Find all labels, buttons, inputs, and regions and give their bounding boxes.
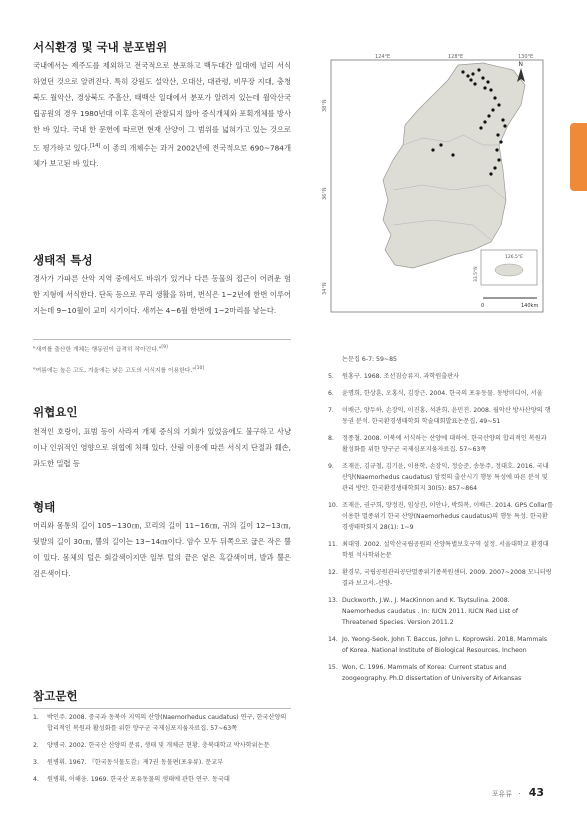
- reference-continuation: 논문집 6-7: 59~85: [342, 356, 397, 363]
- ecology-note-1-ref: [9]: [161, 345, 168, 350]
- reference-number: 12.: [328, 569, 338, 576]
- distribution-dot: [487, 114, 490, 117]
- reference-text: 조재운, 김규철, 김기윤, 이용학, 손장익, 정승준, 송동주, 정대호. 2016. 국내 산양(Naemorhedus caudatus) 암컷의 출산시기 행동 특성에 따른 분석 및 관리 방안. 한국환경생태학회지 30(5): 857~864: [342, 463, 549, 492]
- distribution-dot: [493, 166, 496, 169]
- north-label: N: [518, 61, 523, 68]
- reference-text: 박인주. 2008. 중국과 동북아 지역의 산양(Naemorhedus caudatus) 연구, 한국산양의 합리적인 복원과 활성화를 위한 양구군 국제심포지움자료집. 57~63쪽: [47, 714, 287, 732]
- distribution-dot: [486, 80, 489, 83]
- reference-text: 원병휘. 1967. 『한국동식물도감』제7권 동물편(포유류). 문교부: [47, 759, 224, 766]
- distribution-dot: [483, 86, 486, 89]
- distribution-dot: [489, 88, 492, 91]
- reference-text: 윤명희, 한상훈, 오홍식, 김장근. 2004. 한국의 포유동물. 동방미디어, 서울: [342, 390, 543, 397]
- distribution-dot: [499, 140, 502, 143]
- distribution-dot: [495, 148, 498, 151]
- reference-text: Won, C. 1996. Mammals of Korea: Current status and zoogeography. Ph.D dissertation of University of Arkansas: [342, 664, 522, 682]
- reference-number: 7.: [328, 407, 334, 414]
- distribution-dot: [473, 82, 476, 85]
- ecology-notes: [33, 341, 291, 378]
- reference-number: 2.: [33, 742, 39, 749]
- reference-text: Duckworth, J.W., J. MacKinnon and K. Tsytsulina. 2008. Naemorhedus caudatus . In: IUCN 2011. IUCN Red List of Threatened Species. Version 2011.2: [342, 597, 519, 626]
- distribution-dot: [501, 118, 504, 121]
- reference-number: 10.: [328, 502, 338, 509]
- reference-item: [33, 774, 291, 785]
- section-tab: [570, 123, 587, 191]
- distribution-dot: [489, 172, 492, 175]
- distribution-dot: [477, 68, 480, 71]
- distribution-dot: [497, 158, 500, 161]
- habitat-body: 국내에서는 제주도를 제외하고 전국적으로 분포하고 백두대간 일대에 널리 서식하였던 것으로 알려진다. 특히 강원도 설악산, 오대산, 대관령, 비무장 지대, 충청북도 월악산, 경상북도 주흘산, 태백산 일대에서 분포가 알려져 있는데 월악산국립공원의 경우 1980년대 이후 흔적이 관찰되지 않아 증식개체와 포획개체를 방사한 바 있다. 국내 한 문헌에 따르면 현재 산양이 그 범위를 넓혀가고 있는 것으로 도 평가하고 있다.: [33, 61, 291, 153]
- reference-item: [328, 405, 553, 427]
- page-number: 43: [528, 786, 544, 799]
- reference-number: 15.: [328, 664, 338, 671]
- footer-section: 포유류: [491, 790, 512, 798]
- ecology-note-2-ref: [10]: [194, 365, 205, 371]
- threats-text: 천적인 호랑이, 표범 등이 사라져 개체 증식의 기회가 있었음에도 불구하고 사냥이나 인위적인 영향으로 위협에 처해 있다. 산림 이용에 따른 서식지 단절과 훼손, 과도한 밀렵 등: [33, 427, 291, 468]
- reference-number: 1.: [33, 714, 39, 721]
- reference-item: [328, 595, 553, 628]
- divider: [33, 339, 291, 340]
- ecology-title: 생태적 특성: [33, 253, 93, 267]
- distribution-dot: [471, 72, 474, 75]
- reference-number: 3.: [33, 759, 39, 766]
- korea-map-svg: [313, 50, 551, 315]
- scale-end: 140km: [521, 303, 539, 309]
- ecology-text: 경사가 가파른 산악 지역 중에서도 바위가 있거나 다른 동물의 접근이 어려운 험한 지형에 서식한다. 단독 등으로 무리 생활을 하며, 번식은 1~2년에 한번 이루어지는데 9~10월이 교미 시기이다. 새끼는 4~6월 한번에 1~2마리를 낳는다.: [33, 274, 291, 315]
- reference-item: [33, 740, 291, 751]
- form-title: 형태: [33, 500, 56, 514]
- references-rule: [33, 708, 291, 709]
- distribution-dot: [493, 96, 496, 99]
- inset-lat-label: 33.5°N: [474, 266, 479, 282]
- reference-text: 조재운, 권구희, 양정진, 임상진, 이안나, 박희복, 이배근. 2014. GPS Collar를 이용한 멸종위기 한국 산양(Naemorhedus caudatus)의 행동 특성. 한국환경생태학회지 28(1): 1~9: [342, 502, 554, 531]
- lon-label-3: 130°E: [518, 54, 534, 60]
- references-left-list: [33, 712, 291, 791]
- reference-text: 최대영. 2002. 설악산국립공원의 산양특별보호구역 설정. 서울대학교 환경대학원 석사학위논문: [342, 541, 549, 559]
- lat-label-2: 36°N: [322, 187, 328, 200]
- lon-label-2: 128°E: [448, 54, 464, 60]
- reference-item: [328, 539, 553, 561]
- habitat-ref: [14]: [89, 143, 101, 149]
- reference-item: [328, 461, 553, 494]
- distribution-dot: [431, 148, 434, 151]
- reference-item: [328, 567, 553, 589]
- jeju-island: [495, 264, 523, 276]
- reference-text: 원병휘, 이해웅. 1969. 한국산 포유동물의 생태에 관한 연구. 동국대: [47, 776, 230, 783]
- reference-text: 이배근, 양두하, 손장익, 이진홍, 석관희, 윤민진. 2008. 월악산 방사산양의 행동권 분석. 한국환경생태학회 학술대회발표논문집, 49~51: [342, 407, 551, 425]
- distribution-dot: [496, 133, 499, 136]
- lon-label-1: 124°E: [375, 54, 391, 60]
- reference-number: 5.: [328, 373, 334, 380]
- references-right-list: [328, 354, 553, 690]
- reference-item: [328, 388, 553, 399]
- reference-item: [328, 371, 553, 382]
- form-text: 머리와 몸통의 길이 105~130㎝, 꼬리의 길이 11~16㎝, 귀의 길이 12~13㎝, 뒷발의 길이 30㎝, 뿔의 길이는 13~14㎝이다. 암수 모두 뒤쪽으로 굽은 작은 뿔이 있다. 몸체의 털은 회갈색이지만 일부 털의 끝은 옅은 흑갈색이며, 발과 뿔은 검은색이다.: [33, 521, 291, 578]
- reference-item: [33, 712, 291, 734]
- distribution-map: [313, 50, 551, 315]
- reference-text: 정종쳘. 2008. 이북에 서식하는 산양에 대하여. 한국산양의 합리적인 복원과 활성화를 위한 양구군 국제심포지움자료집. 57~63쪽: [342, 435, 547, 453]
- reference-number: 4.: [33, 776, 39, 783]
- reference-number: 9.: [328, 463, 334, 470]
- habitat-text: [33, 58, 291, 172]
- distribution-dot: [451, 153, 454, 156]
- reference-text: 양병국. 2002. 한국산 산양의 분류, 생태 및 개체군 현황. 충북대학교 박사학위논문: [47, 742, 270, 749]
- distribution-dot: [461, 70, 464, 73]
- distribution-dot: [481, 76, 484, 79]
- reference-number: 11.: [328, 541, 338, 548]
- distribution-dot: [503, 124, 506, 127]
- distribution-dot: [466, 74, 469, 77]
- habitat-body-end: 이 종의 개체수는 과거 2002년에 전국적으로 690~784개체가 보고된 바 있다.: [33, 143, 291, 169]
- reference-number: 8.: [328, 435, 334, 442]
- distribution-dot: [491, 108, 494, 111]
- page-footer: 포유류 · 43: [491, 786, 544, 799]
- reference-item: [328, 634, 553, 656]
- reference-number: 14.: [328, 636, 338, 643]
- reference-text: Jo, Yeong-Seok, John T. Baccus, John L. Koprowski. 2018. Mammals of Korea. National Institute of Biological Resources, Incheon: [342, 636, 548, 654]
- lat-label-1: 38°N: [322, 99, 328, 112]
- inset-lon-label: 126.5°E: [505, 255, 523, 260]
- distribution-dot: [479, 126, 482, 129]
- reference-item: [328, 662, 553, 684]
- reference-item: [328, 500, 553, 533]
- reference-item: [33, 757, 291, 768]
- reference-text: 원홍구. 1968. 조선짐승류지. 과학원출판사: [342, 373, 460, 380]
- reference-number: 6.: [328, 390, 334, 397]
- ecology-note-2: "여름에는 높은 고도, 겨울에는 낮은 고도의 서식지를 이용한다.": [33, 367, 195, 374]
- reference-item: [328, 433, 553, 455]
- distribution-dot: [469, 78, 472, 81]
- ecology-note-1: "새끼를 출산한 개체는 행동권이 급격히 작아진다.": [33, 346, 162, 353]
- distribution-dot: [483, 120, 486, 123]
- habitat-title: 서식환경 및 국내 분포범위: [33, 40, 168, 54]
- scale-start: 0: [481, 303, 485, 309]
- reference-number: 13.: [328, 597, 338, 604]
- threats-title: 위협요인: [33, 405, 78, 419]
- references-title: 참고문헌: [33, 689, 78, 703]
- lat-label-3: 34°N: [322, 282, 328, 295]
- distribution-dot: [497, 103, 500, 106]
- reference-text: 환경부, 국립공원관리공단멸종위기종복원센터. 2009. 2007~2008 모니터링 결과 보고서.-산양-: [342, 569, 552, 587]
- distribution-dot: [439, 143, 442, 146]
